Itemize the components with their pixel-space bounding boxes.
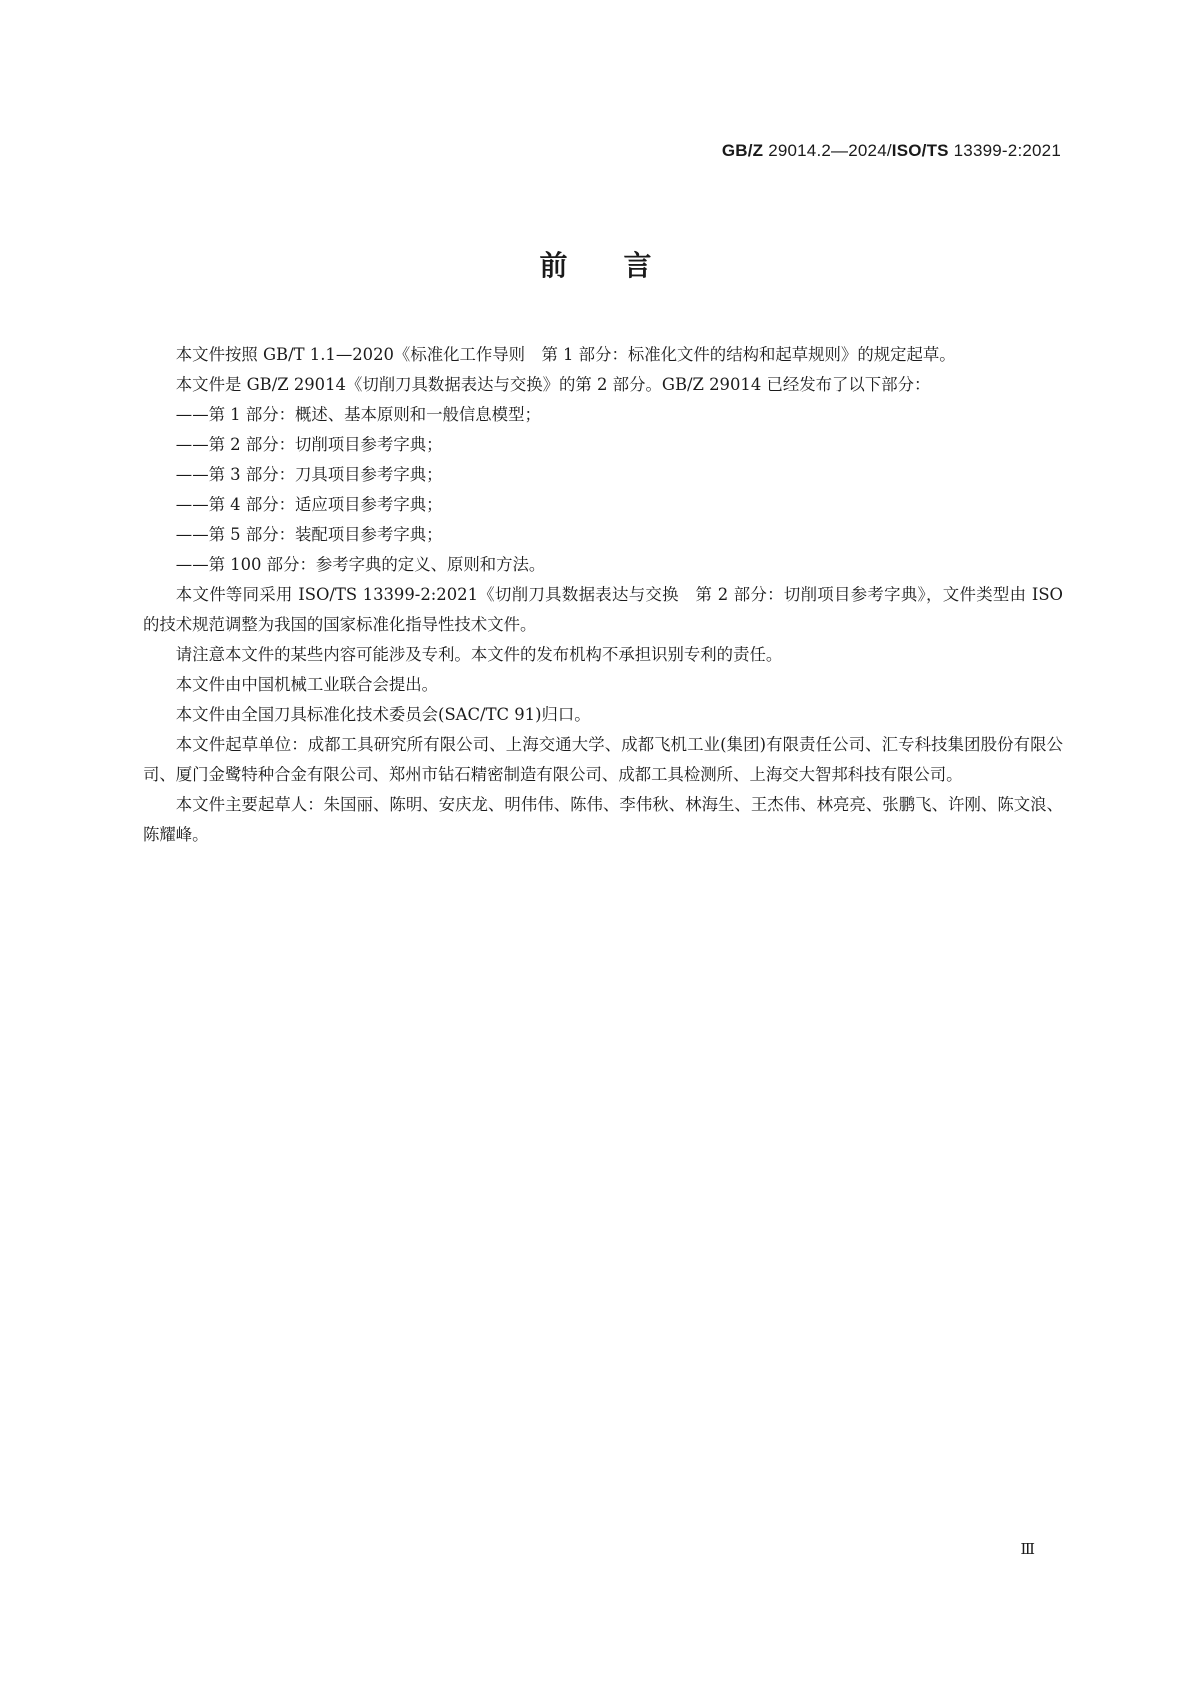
list-item-part-3: ——第 3 部分：刀具项目参考字典； xyxy=(175,465,443,484)
paragraph-series-parts: 本文件是 GB/Z 29014《切削刀具数据表达与交换》的第 2 部分。GB/Z 29014 已经发布了以下部分： xyxy=(175,375,931,394)
paragraph-technical-committee: 本文件由全国刀具标准化技术委员会(SAC/TC 91)归口。 xyxy=(175,705,591,724)
paragraph-drafters: 本文件主要起草人：朱国丽、陈明、安庆龙、明伟伟、陈伟、李伟秋、林海生、王杰伟、林亮亮、张鹏飞、许刚、陈文浪、陈耀峰。 xyxy=(143,795,1063,844)
foreword-body xyxy=(143,340,1063,850)
paragraph-drafting-rules: 本文件按照 GB/T 1.1—2020《标准化工作导则 第 1 部分：标准化文件的结构和起草规则》的规定起草。 xyxy=(175,345,956,364)
paragraph-drafting-units: 本文件起草单位：成都工具研究所有限公司、上海交通大学、成都飞机工业(集团)有限责任公司、汇专科技集团股份有限公司、厦门金鹭特种合金有限公司、郑州市钻石精密制造有限公司、成都工具检测所、上海交大智邦科技有限公司。 xyxy=(143,735,1063,784)
list-item-part-1: ——第 1 部分：概述、基本原则和一般信息模型； xyxy=(175,405,541,424)
doc-number-mid: 29014.2—2024/ xyxy=(768,141,892,160)
page-title: 前言 xyxy=(539,249,708,282)
list-item-part-5: ——第 5 部分：装配项目参考字典； xyxy=(175,525,443,544)
doc-number-tail: 13399-2:2021 xyxy=(953,141,1061,160)
page-number: Ⅲ xyxy=(1020,1540,1035,1558)
list-item-part-100: ——第 100 部分：参考字典的定义、原则和方法。 xyxy=(175,555,546,574)
paragraph-adoption: 本文件等同采用 ISO/TS 13399-2:2021《切削刀具数据表达与交换 第 2 部分：切削项目参考字典》，文件类型由 ISO 的技术规范调整为我国的国家标准化指导性技术文件。 xyxy=(143,585,1063,634)
doc-number-gbz: GB/Z xyxy=(721,141,764,160)
paragraph-patent-notice: 请注意本文件的某些内容可能涉及专利。本文件的发布机构不承担识别专利的责任。 xyxy=(175,645,783,664)
list-item-part-2: ——第 2 部分：切削项目参考字典； xyxy=(175,435,443,454)
document-number xyxy=(722,141,1061,161)
paragraph-proposer: 本文件由中国机械工业联合会提出。 xyxy=(175,675,439,694)
doc-number-iso: ISO/TS xyxy=(891,141,949,160)
list-item-part-4: ——第 4 部分：适应项目参考字典； xyxy=(175,495,443,514)
